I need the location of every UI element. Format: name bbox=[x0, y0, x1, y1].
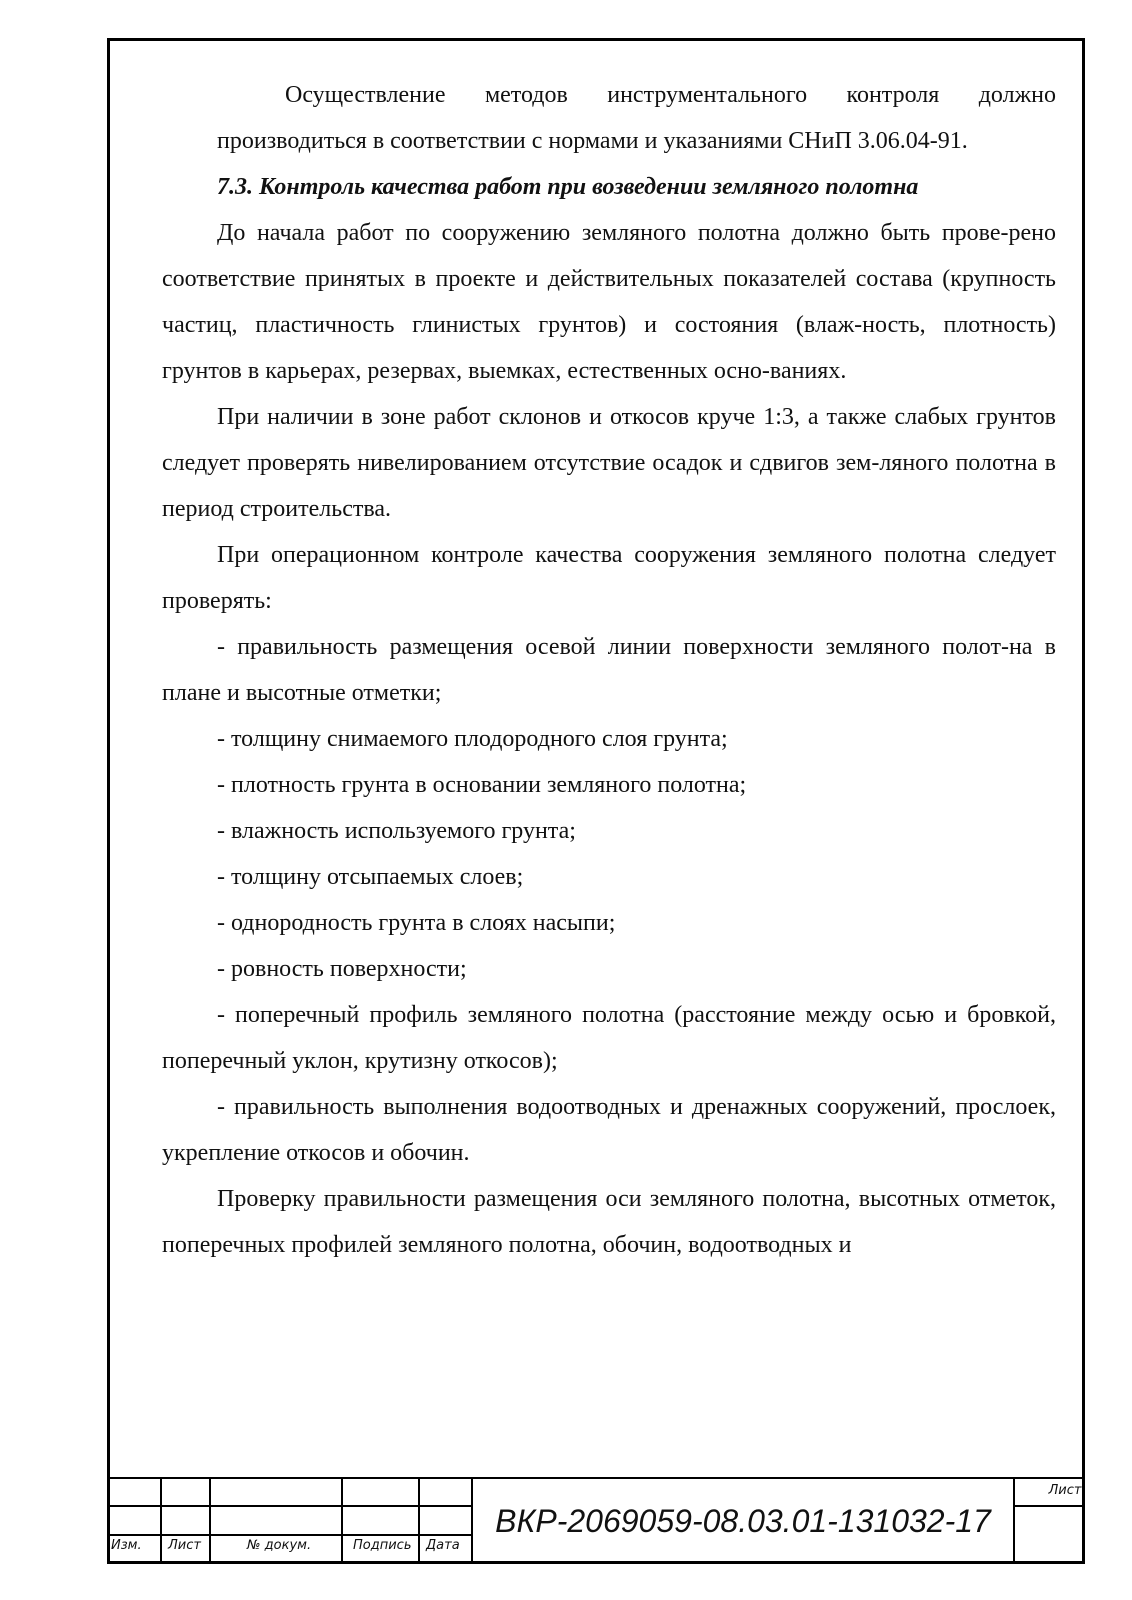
list-item: - однородность грунта в слоях насыпи; bbox=[217, 910, 616, 936]
paragraph-4: Проверку правильности размещения оси земляного полотна, высотных отметок, поперечных профилей земляного полотна, обочин, водоотводных и bbox=[162, 1186, 1056, 1258]
paragraph-intro: Осуществление методов инструментального контроля должно производиться в соответствии с нормами и указаниями СНиП 3.06.04-91. bbox=[217, 82, 1056, 154]
title-block-stamp bbox=[107, 1477, 1085, 1564]
list-item: - ровность поверхности; bbox=[217, 956, 467, 982]
stamp-col-line bbox=[418, 1477, 420, 1564]
stamp-col-date: Дата bbox=[426, 1538, 460, 1553]
paragraph-3: При операционном контроле качества сооружения земляного полотна следует проверять: bbox=[162, 542, 1056, 614]
stamp-col-sheet: Лист bbox=[168, 1538, 201, 1553]
stamp-top-line bbox=[107, 1477, 1085, 1479]
sheet-label: Лист bbox=[1048, 1483, 1082, 1498]
stamp-col-change: Изм. bbox=[111, 1538, 142, 1553]
list-item: - толщину снимаемого плодородного слоя грунта; bbox=[217, 726, 728, 752]
stamp-col-line bbox=[209, 1477, 211, 1564]
section-heading: 7.3. Контроль качества работ при возведении земляного полотна bbox=[217, 174, 919, 200]
paragraph-2: При наличии в зоне работ склонов и откосов круче 1:3, а также слабых грунтов следует проверять нивелированием отсутствие осадок и сдвигов зем-ляного полотна в период строительства. bbox=[162, 404, 1056, 522]
stamp-col-signature: Подпись bbox=[353, 1538, 412, 1553]
list-item: - влажность используемого грунта; bbox=[217, 818, 576, 844]
document-number: ВКР-2069059-08.03.01-131032-17 bbox=[495, 1503, 991, 1539]
document-body bbox=[162, 72, 1056, 1268]
list-item: - правильность размещения осевой линии поверхности земляного полот-на в плане и высотные отметки; bbox=[162, 634, 1056, 706]
paragraph-1: До начала работ по сооружению земляного полотна должно быть прове-рено соответствие принятых в проекте и действительных показателей состава (крупность частиц, пластичность глинистых грунтов) и состояния (влаж-ность, плотность) грунтов в карьерах, резервах, выемках, естественных осно-ваниях. bbox=[162, 220, 1056, 384]
stamp-col-line bbox=[341, 1477, 343, 1564]
list-item: - плотность грунта в основании земляного полотна; bbox=[217, 772, 747, 798]
list-item: - толщину отсыпаемых слоев; bbox=[217, 864, 524, 890]
list-item: - поперечный профиль земляного полотна (расстояние между осью и бровкой, поперечный уклон, крутизну откосов); bbox=[162, 1002, 1056, 1074]
stamp-col-line bbox=[160, 1477, 162, 1564]
stamp-col-docnum: № докум. bbox=[247, 1538, 312, 1553]
stamp-sheet-line bbox=[1013, 1505, 1085, 1507]
list-item: - правильность выполнения водоотводных и дренажных сооружений, прослоек, укрепление откосов и обочин. bbox=[162, 1094, 1056, 1166]
